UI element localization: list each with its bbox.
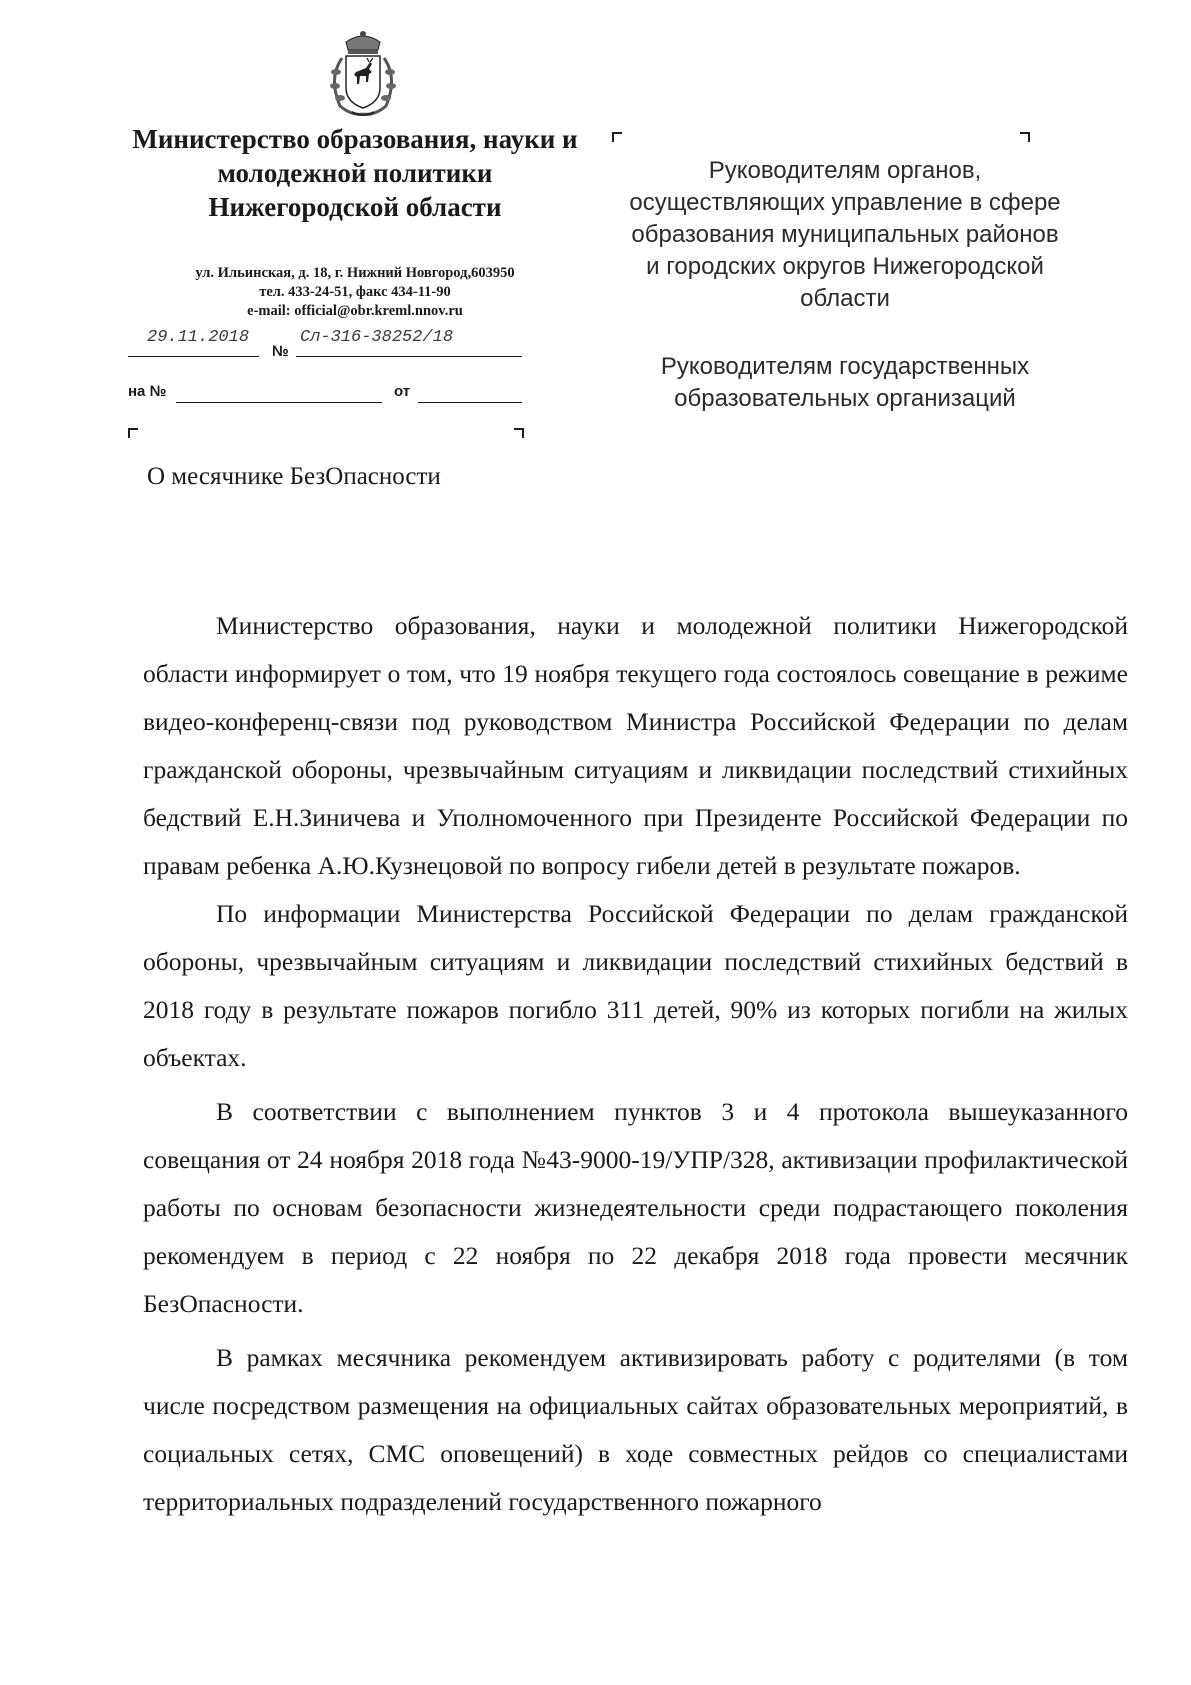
registration-date-rule	[128, 356, 259, 357]
body-paragraph: По информации Министерства Российской Федерации по делам гражданской обороны, чрезвычайным ситуациям и ликвидации последствий стихийных бедствий в 2018 году в результате пожаров погибло 311 детей, 90% из которых погибли на жилых объектах.	[143, 899, 1128, 1072]
ministry-address: ул. Ильинская, д. 18, г. Нижний Новгород,603950	[195, 265, 515, 281]
body-paragraph: В рамках месячника рекомендуем активизировать работу с родителями (в том числе посредством размещения на официальных сайтах образовательных мероприятий, в социальных сетях, СМС оповещений) в ходе совместных рейдов со специалистами территориальных подразделений государственного пожарного	[143, 1343, 1128, 1516]
letter-subject: О месячнике БезОпасности	[147, 463, 441, 490]
ministry-name: Министерство образования, науки и молодежной политики Нижегородской области	[132, 124, 578, 222]
addressee-corner-mark-right	[1020, 132, 1030, 142]
ministry-phone-fax: тел. 433-24-51, факс 434-11-90	[259, 284, 451, 300]
number-sign: №	[272, 343, 289, 360]
reply-to-number-rule	[176, 402, 382, 403]
registration-date: 29.11.2018	[147, 328, 250, 347]
ministry-email: e-mail: official@obr.kreml.nnov.ru	[247, 303, 463, 319]
reply-to-label: на №	[128, 383, 167, 400]
from-date-rule	[418, 402, 522, 403]
registration-number-rule	[296, 356, 522, 357]
addressee-corner-mark-left	[612, 132, 622, 142]
body-paragraph: В соответствии с выполнением пунктов 3 и 4 протокола вышеуказанного совещания от 24 ноября 2018 года №43-9000-19/УПР/328, активизации профилактической работы по основам безопасности жизнедеятельности среди подрастающего поколения рекомендуем в период с 22 ноября по 22 декабря 2018 года провести месячник БезОпасности.	[143, 1097, 1128, 1318]
addressee-municipal-authorities: Руководителям органов, осуществляющих управление в сфере образования муниципальных районов и городских округов Нижегородской области	[629, 157, 1061, 312]
from-label: от	[394, 383, 411, 400]
letter-body	[143, 602, 1128, 1526]
registration-number: Сл-316-38252/18	[300, 328, 454, 347]
subject-corner-mark-left	[128, 428, 138, 438]
subject-corner-mark-right	[514, 428, 524, 438]
addressee-state-organizations: Руководителям государственных образовательных организаций	[660, 353, 1030, 412]
body-paragraph: Министерство образования, науки и молодежной политики Нижегородской области информирует о том, что 19 ноября текущего года состоялось совещание в режиме видео-конференц-связи под руководством Министра Российской Федерации по делам гражданской обороны, чрезвычайным ситуациям и ликвидации последствий стихийных бедствий Е.Н.Зиничева и Уполномоченного при Президенте Российской Федерации по правам ребенка А.Ю.Кузнецовой по вопросу гибели детей в результате пожаров.	[143, 611, 1128, 880]
coat-of-arms-emblem	[306, 28, 420, 120]
